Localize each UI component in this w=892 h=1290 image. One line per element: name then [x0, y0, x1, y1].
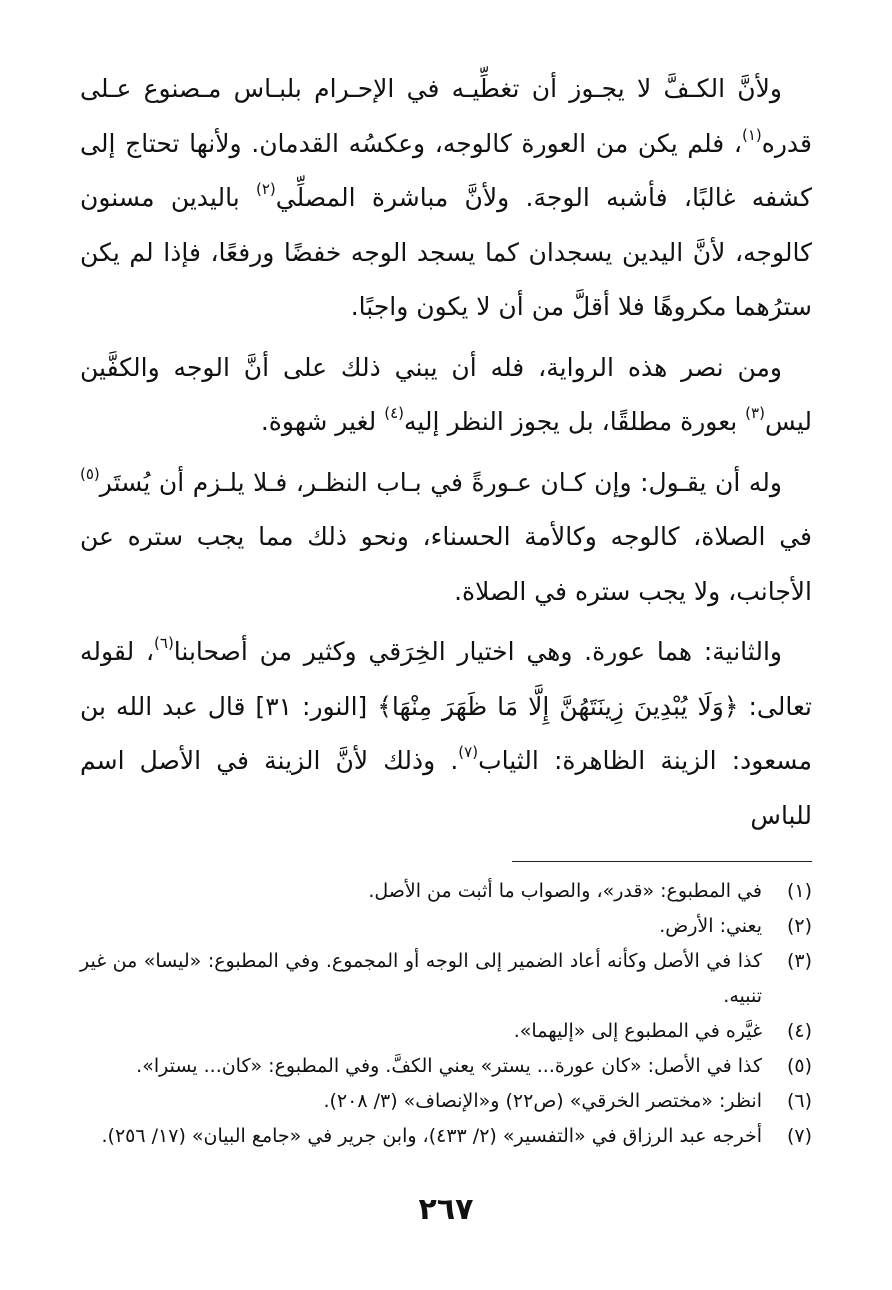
footnote-ref-1[interactable]: (١) — [741, 125, 762, 144]
footnote-5 — [80, 1049, 812, 1084]
footnote-ref-5[interactable]: (٥) — [80, 464, 100, 483]
footnote-3 — [80, 944, 812, 1014]
paragraph-4: والثانية: هما عورة. وهي اختيار الخِرَقي وكثير من أصحابنا$^{(٦)}$، لقوله تعالى: ﴿وَلَا يُبْدِينَ زِينَتَهُنَّ إِلَّا مَا ظَهَرَ مِنْهَا﴾ [النور: ٣١] قال عبد الله بن مسعود: الزينة الظاهرة: الثياب$^{(٧)}$. وذلك لأنَّ الزينة في الأصل اسم للباس — [80, 634, 812, 830]
footnote-2 — [80, 909, 812, 944]
footnote-number: (٦) — [786, 1090, 812, 1112]
footnote-number: (٧) — [786, 1125, 812, 1147]
footnote-6 — [80, 1084, 812, 1119]
footnote-number: (٥) — [786, 1055, 812, 1077]
paragraph-1: ولأنَّ الكـفَّ لا يجـوز أن تغطِّيـه في الإحـرام بلبـاس مـصنوع عـلى قدره$^{(١)}$، فلم يكن من العورة كالوجه، وعكسُه القدمان. ولأنها تحتاج إلى كشفه غالبًا، فأشبه الوجهَ. ولأنَّ مباشرة المصلِّي$^{(٢)}$ باليدين مسنون كالوجه، لأنَّ اليدين يسجدان كما يسجد الوجه خفضًا ورفعًا، فإذا لم يكن سترُهما مكروهًا فلا أقلَّ من أن لا يكون واجبًا. — [80, 74, 812, 321]
footnote-ref-4[interactable]: (٤) — [384, 404, 404, 422]
quran-verse: ﴿وَلَا يُبْدِينَ زِينَتَهُنَّ إِلَّا مَا ظَهَرَ مِنْهَا﴾ — [377, 691, 739, 721]
main-text — [80, 62, 812, 843]
page-number: ٢٦٧ — [418, 1192, 474, 1227]
footnote-ref-2[interactable]: (٢) — [255, 180, 276, 198]
footnote-ref-6[interactable]: (٦) — [154, 634, 174, 652]
footnote-7 — [80, 1119, 812, 1154]
footnote-text: انظر: «مختصر الخرقي» (ص٢٢) و«الإنصاف» (٣/ ٢٠٨). — [323, 1090, 762, 1112]
footnote-divider — [512, 861, 812, 862]
document-page — [80, 62, 812, 1290]
footnotes — [80, 874, 812, 1154]
paragraph-3: وله أن يقـول: وإن كـان عـورةً في بـاب النظـر، فـلا يلـزم أن يُستَر$^{(٥)}$ في الصلاة، كالوجه وكالأمة الحسناء، ونحو ذلك مما يجب ستره عن الأجانب، ولا يجب ستره في الصلاة. — [80, 464, 812, 606]
footnote-4 — [80, 1014, 812, 1049]
footnote-ref-3[interactable]: (٣) — [745, 404, 765, 422]
footnote-number: (١) — [786, 880, 812, 902]
footnote-text: غيَّره في المطبوع إلى «إليهما». — [513, 1020, 762, 1042]
footnote-text: كذا في الأصل وكأنه أعاد الضمير إلى الوجه أو المجموع. وفي المطبوع: «ليسا» من غير تنبيه. — [80, 950, 762, 1007]
footnote-text: أخرجه عبد الرزاق في «التفسير» (٢/ ٤٣٣)، وابن جرير في «جامع البيان» (١٧/ ٢٥٦). — [101, 1125, 762, 1147]
footnote-ref-7[interactable]: (٧) — [458, 743, 479, 761]
footnote-number: (٤) — [786, 1020, 812, 1042]
footnote-text: في المطبوع: «قدر»، والصواب ما أثبت من الأصل. — [368, 880, 762, 902]
footnote-number: (٣) — [786, 950, 812, 972]
footnote-number: (٢) — [786, 915, 812, 937]
footnote-text: يعني: الأرض. — [659, 915, 762, 937]
footnote-text: كذا في الأصل: «كان عورة... يستر» يعني الكفَّ. وفي المطبوع: «كان... يسترا». — [136, 1055, 762, 1077]
footnote-1 — [80, 874, 812, 909]
paragraph-2: ومن نصر هذه الرواية، فله أن يبني ذلك على أنَّ الوجه والكفَّين ليس$^{(٣)}$ بعورة مطلقًا، بل يجوز النظر إليه$^{(٤)}$ لغير شهوة. — [80, 352, 812, 436]
